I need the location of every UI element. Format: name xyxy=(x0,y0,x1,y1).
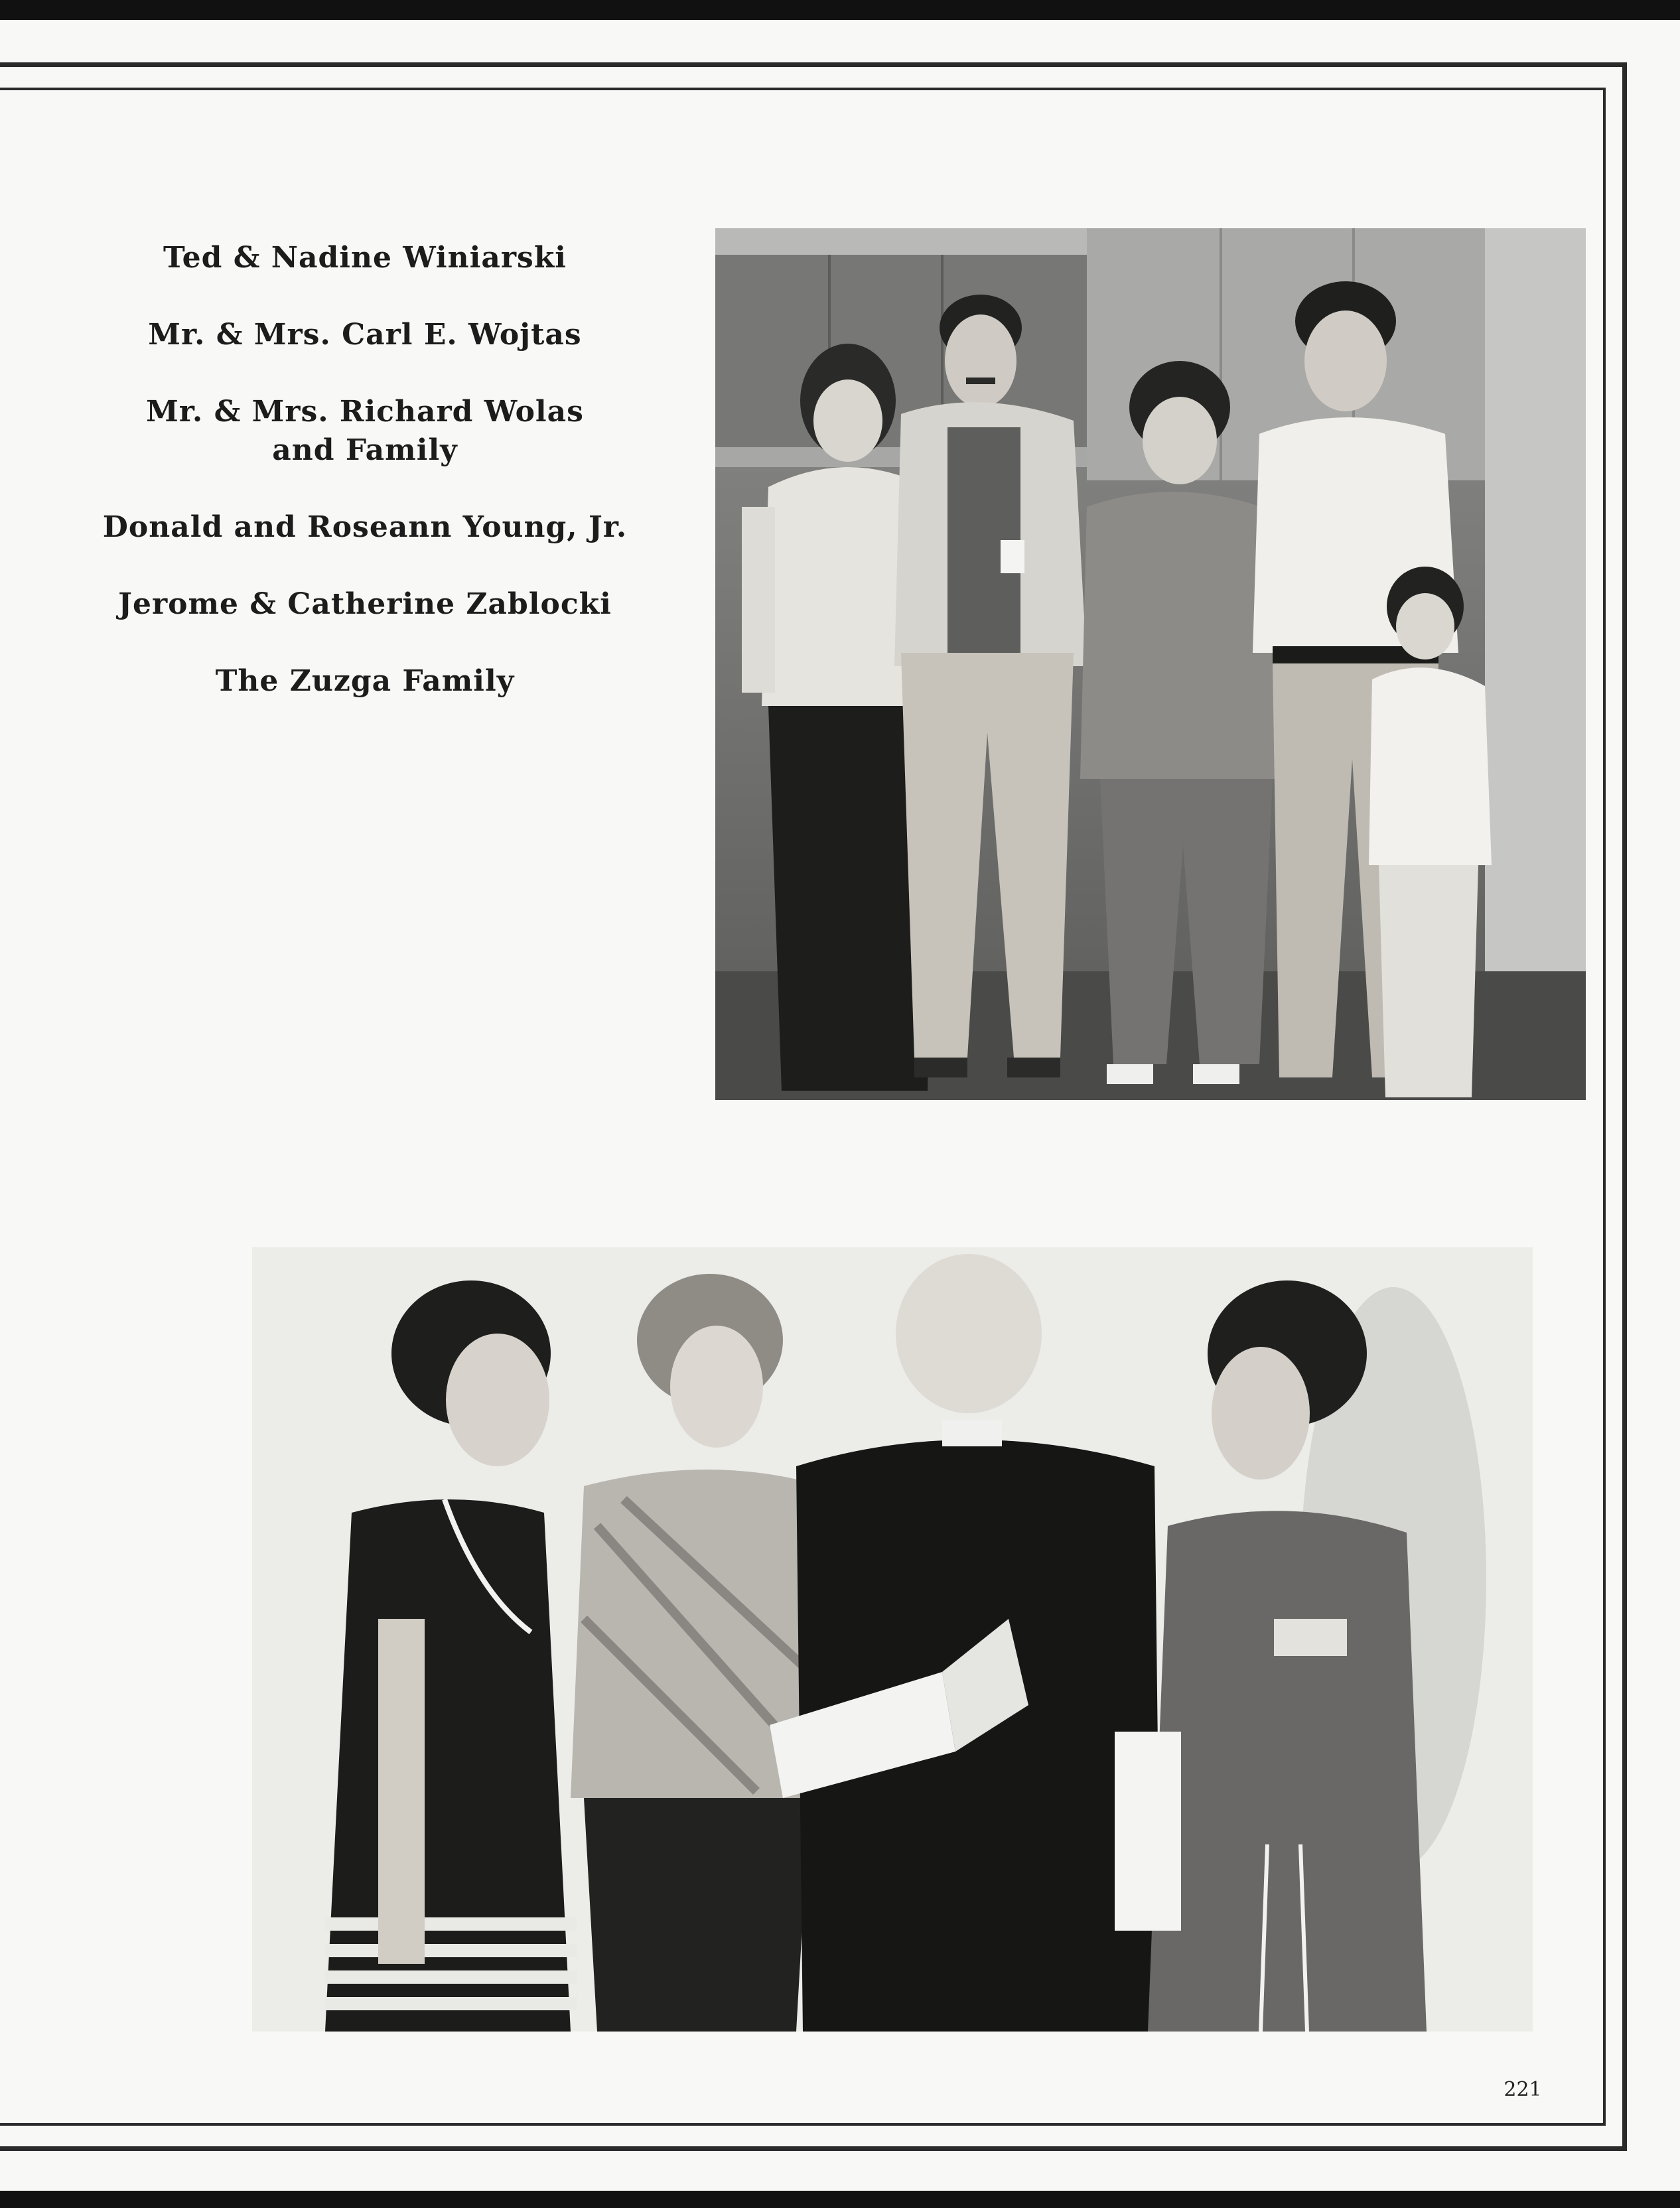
patron-name-entry xyxy=(66,239,664,277)
patron-name: Jerome & Catherine Zablocki xyxy=(118,587,612,621)
patron-names-list xyxy=(66,239,664,739)
scan-bottom-edge xyxy=(0,2191,1680,2208)
scan-top-edge xyxy=(0,0,1680,20)
patron-name-entry xyxy=(66,585,664,624)
patron-name: Mr. & Mrs. Carl E. Wojtas xyxy=(148,318,582,352)
patron-name: Donald and Roseann Young, Jr. xyxy=(102,510,628,544)
patron-name: Mr. & Mrs. Richard Wolas xyxy=(146,395,584,429)
patron-name-entry xyxy=(66,393,664,470)
patron-name-entry xyxy=(66,316,664,354)
group-photo-kitchen xyxy=(715,228,1586,1100)
patron-name-entry xyxy=(66,508,664,547)
group-photo-reading-program xyxy=(252,1247,1533,2032)
patron-name-entry xyxy=(66,662,664,701)
patron-name: The Zuzga Family xyxy=(215,664,515,698)
patron-name-continued: and Family xyxy=(272,433,458,467)
patron-name: Ted & Nadine Winiarski xyxy=(163,241,567,275)
page-number: 221 xyxy=(1504,2078,1542,2101)
